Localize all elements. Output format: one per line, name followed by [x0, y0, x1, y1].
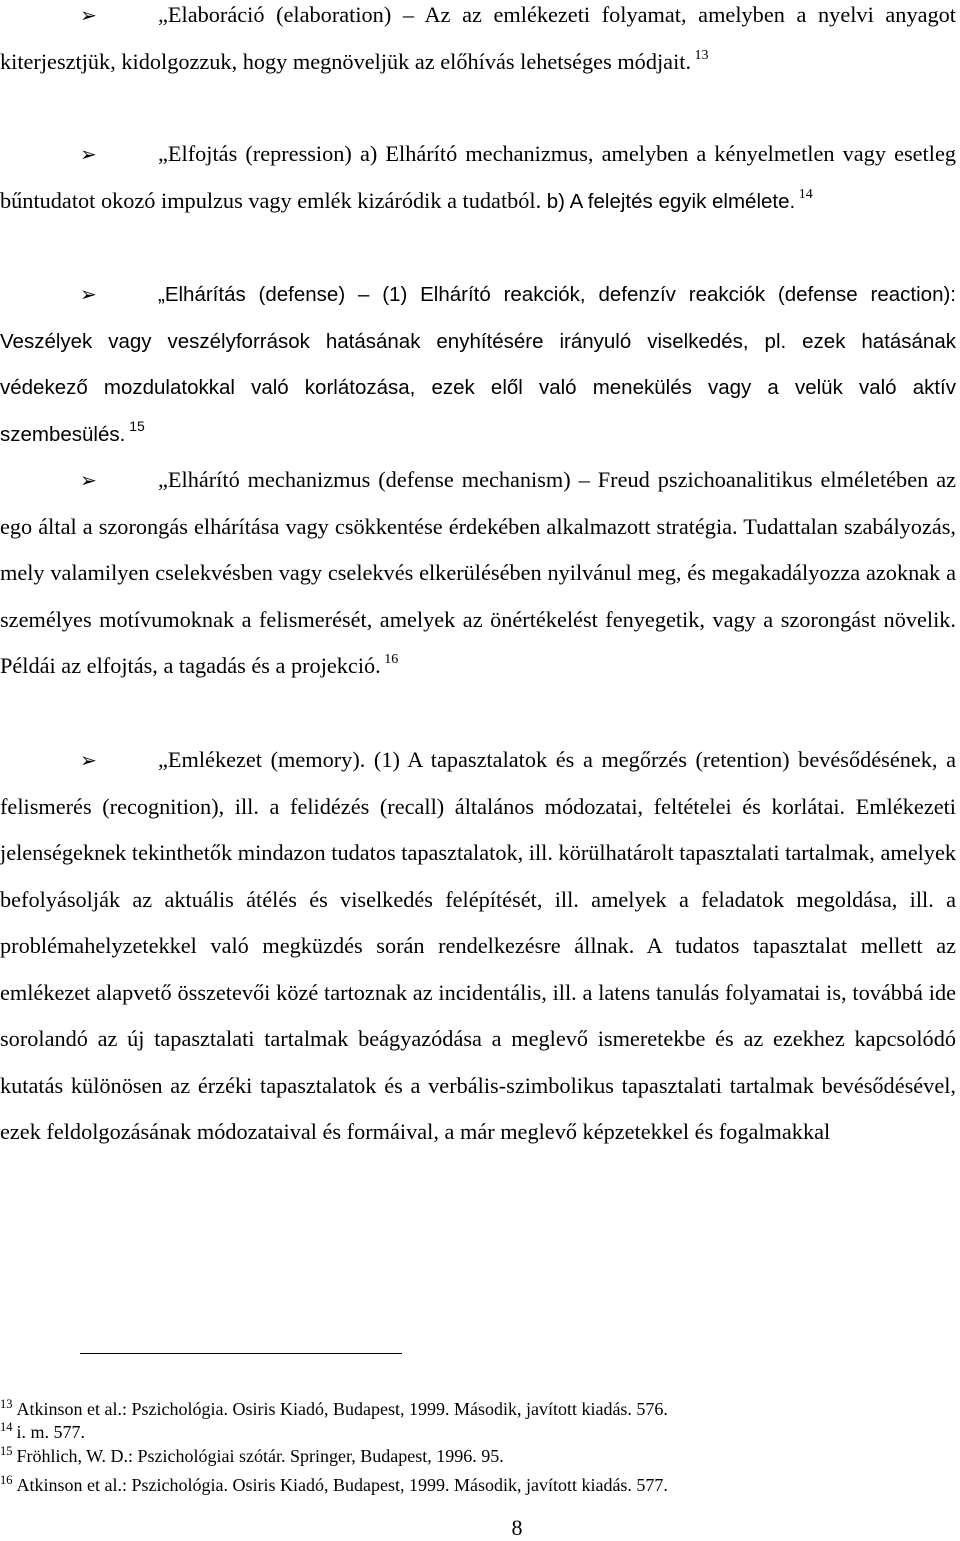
bullet-arrow-icon: ➢: [80, 468, 97, 492]
paragraph-text: „Elhárító mechanizmus (defense mechanism) – Freud pszichoanalitikus elméletében az ego által a szorongás elhárítása vagy csökkentése érdekében alkalmazott stratégia. Tudattalan szabályozás, mely valamilyen cselekvésben vagy cselekvés elkerülésében nyilvánul meg, és megakadályozza azoknak a személyes motívumoknak a felismerését, amelyek az önértékelést fenyegetik, vagy a szorongást növelik. Példái az elfojtás, a tagadás és a projekció.: [0, 467, 956, 678]
definition-elharito-mechanizmus: [0, 457, 956, 690]
bullet-arrow-icon: ➢: [80, 282, 97, 306]
footnote: [0, 1421, 85, 1443]
footnote-ref: 15: [129, 417, 145, 434]
paragraph-text: „Elaboráció (elaboration) – Az az emlékezeti folyamat, amelyben a nyelvi anyagot kiterjesztjük, kidolgozzuk, hogy megnöveljük az előhívás lehetséges módjait.: [0, 2, 956, 74]
paragraph-tail: b) A felejtés egyik elmélete.: [546, 189, 796, 213]
paragraph-text: „Elfojtás (repression) a) Elhárító mechanizmus, amelyben a kényelmetlen vagy esetleg bűntudatot okozó impulzus vagy emlék kizáródik a tudatból.: [0, 141, 956, 213]
footnote-text: Fröhlich, W. D.: Pszichológiai szótár. Springer, Budapest, 1996. 95.: [16, 1446, 504, 1466]
footnote: [0, 1398, 668, 1420]
footnote-text: i. m. 577.: [16, 1422, 86, 1442]
footnote-text: Atkinson et al.: Pszichológia. Osiris Kiadó, Budapest, 1999. Második, javított kiadás. 577.: [16, 1475, 668, 1495]
footnote: [0, 1474, 668, 1496]
bullet-arrow-icon: ➢: [80, 748, 97, 772]
paragraph-text: „Emlékezet (memory). (1) A tapasztalatok és a megőrzés (retention) bevésődésének, a felismerés (recognition), ill. a felidézés (recall) általános módozatai, feltételei és korlátai. Emlékezeti jelenségeknek tekinthetők mindazon tudatos tapasztalatok, ill. körülhatárolt tapasztalati tartalmak, amelyek befolyásolják az aktuális átélés és viselkedés felépítését, ill. amelyek a feladatok megoldása, ill. a problémahelyzetekkel való megküzdés során rendelkezésre állnak. A tudatos tapasztalat mellett az emlékezet alapvető összetevői közé tartoznak az incidentális, ill. a latens tanulás folyamatai is, továbbá ide sorolandó az új tapasztalati tartalmak beágyazódása a meglevő ismeretekbe és az ezekhez kapcsolódó kutatás különösen az érzéki tapasztalatok és a verbális-szimbolikus tapasztalati tartalmak bevésődésével, ezek feldolgozásának módozataival és formáival, a már meglevő képzetekkel és fogalmakkal: [0, 747, 956, 1144]
footnote-separator: [80, 1353, 402, 1354]
definition-elfojtas: [0, 131, 956, 225]
definition-emlekezet: [0, 737, 956, 1156]
definition-elharitas: [0, 271, 956, 458]
page-number: 8: [511, 1515, 523, 1540]
footnote-text: Atkinson et al.: Pszichológia. Osiris Kiadó, Budapest, 1999. Második, javított kiadás. 576.: [16, 1399, 668, 1419]
footnote-number: 14: [0, 1420, 13, 1434]
footnote-ref: 13: [694, 47, 709, 63]
definition-elaboracio: [0, 0, 956, 85]
footnote-number: 13: [0, 1397, 13, 1411]
footnote-number: 16: [0, 1473, 13, 1487]
footnote: [0, 1445, 504, 1467]
footnote-ref: 14: [798, 186, 813, 202]
footnote-ref: 16: [384, 652, 399, 667]
paragraph-text: „Elhárítás (defense) – (1) Elhárító reakciók, defenzív reakciók (defense reaction): Veszélyek vagy veszélyforrások hatásának enyhítésére irányuló viselkedés, pl. ezek hatásának védekező mozdulatokkal való korlátozása, ezek elől való menekülés vagy a velük való aktív szembesülés.: [0, 283, 956, 446]
footnote-number: 15: [0, 1444, 13, 1458]
bullet-arrow-icon: ➢: [80, 3, 97, 27]
bullet-arrow-icon: ➢: [80, 142, 97, 166]
